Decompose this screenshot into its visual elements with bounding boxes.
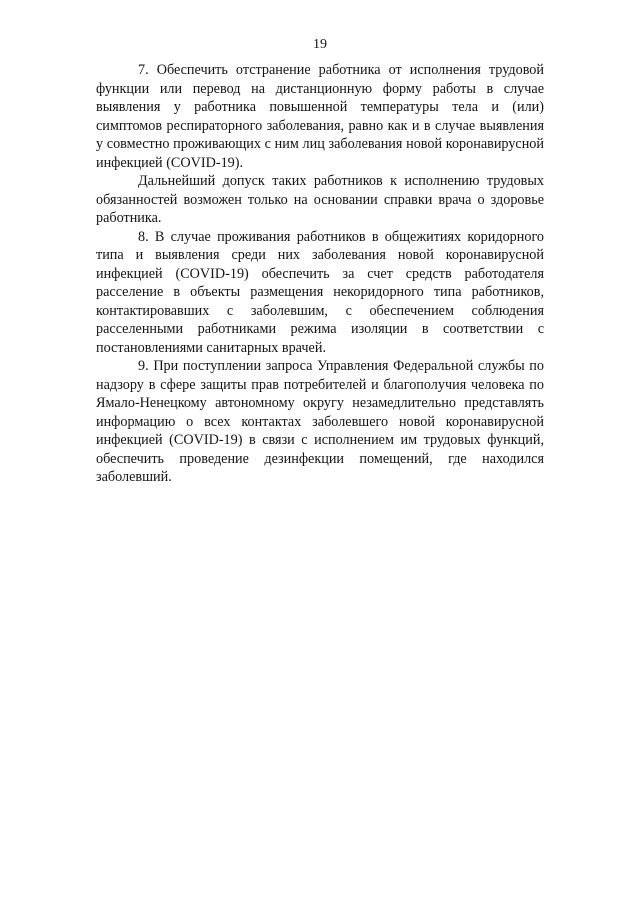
document-body (96, 61, 544, 487)
page-number: 19 (313, 37, 327, 52)
paragraph-item-7: 7. Обеспечить отстранение работника от исполнения трудовой функции или перевод на дистанционную форму работы в случае выявления у работника повышенной температуры тела и (или) симптомов респираторного заболевания, равно как и в случае выявления у совместно проживающих с ним лиц заболевания новой коронавирусной инфекцией (COVID-19). (96, 62, 544, 171)
paragraph-item-9: 9. При поступлении запроса Управления Федеральной службы по надзору в сфере защиты прав потребителей и благополучия человека по Ямало-Ненецкому автономному округу незамедлительно представлять информацию о всех контактах заболевшего новой коронавирусной инфекцией (COVID-19) в связи с исполнением им трудовых функций, обеспечить проведение дезинфекции помещений, где находился заболевший. (96, 358, 544, 485)
paragraph-admission: Дальнейший допуск таких работников к исполнению трудовых обязанностей возможен только на основании справки врача о здоровье работника. (96, 173, 544, 226)
paragraph-item-8: 8. В случае проживания работников в общежитиях коридорного типа и выявления среди них заболевания новой коронавирусной инфекцией (COVID-19) обеспечить за счет средств работодателя расселение в объекты размещения некоридорного типа работников, контактировавших с заболевшим, с обеспечением соблюдения расселенными работниками режима изоляции в соответствии с постановлениями санитарных врачей. (96, 228, 544, 356)
